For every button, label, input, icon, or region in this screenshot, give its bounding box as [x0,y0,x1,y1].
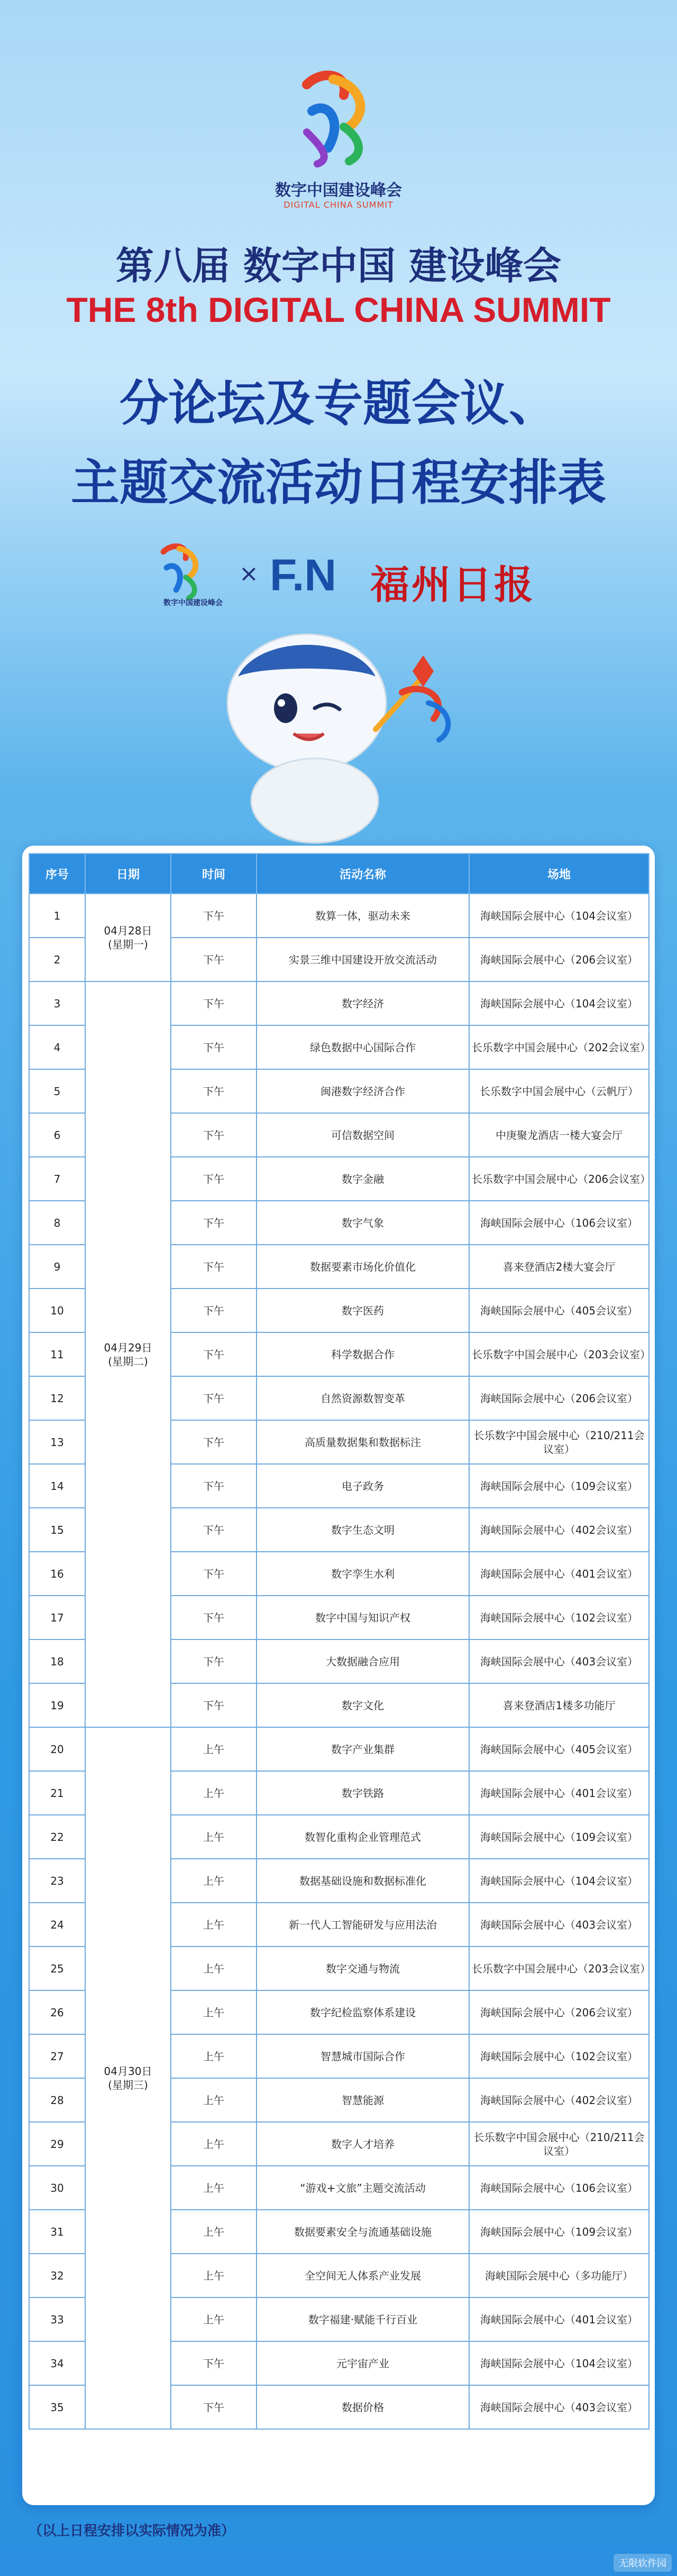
times-sign: × [239,560,259,587]
cell-venue: 长乐数字中国会展中心（云帆厅） [469,1069,649,1113]
cell-no: 14 [29,1464,85,1508]
partner-logo-text: 数字中国建设峰会 [163,599,223,607]
cell-time: 下午 [171,1376,257,1420]
cell-name: 数字经济 [257,981,469,1025]
cell-date [85,981,171,1727]
cell-no: 6 [29,1113,85,1157]
cell-time: 上午 [171,2034,257,2078]
cell-no: 17 [29,1596,85,1639]
summit-logo-icon [286,63,391,169]
cell-name: 数字纪检监察体系建设 [257,1990,469,2034]
cell-no: 4 [29,1025,85,1069]
cell-venue: 长乐数字中国会展中心（203会议室） [469,1332,649,1376]
cell-name: 数字人才培养 [257,2122,469,2166]
cell-time: 下午 [171,1245,257,1289]
cell-time: 下午 [171,1552,257,1596]
cell-time: 下午 [171,2341,257,2385]
cell-no: 32 [29,2254,85,2297]
mascot-icon [201,613,487,846]
cell-no: 12 [29,1376,85,1420]
cell-name: 数字福建·赋能千行百业 [257,2297,469,2341]
cell-no: 15 [29,1508,85,1552]
cell-no: 1 [29,894,85,938]
cell-no: 35 [29,2385,85,2429]
cell-name: 数字金融 [257,1157,469,1201]
cell-name: 数字中国与知识产权 [257,1596,469,1639]
cell-no: 20 [29,1727,85,1771]
weekday-text: (星期三) [108,2079,148,2091]
cell-name: 闽港数字经济合作 [257,1069,469,1113]
cell-venue: 海峡国际会展中心（403会议室） [469,1639,649,1683]
cell-name: 数字孪生水利 [257,1552,469,1596]
cell-time: 下午 [171,1420,257,1464]
cell-venue: 长乐数字中国会展中心（210/211会议室） [469,2122,649,2166]
header-time: 时间 [171,854,257,894]
subtitle-line-1: 分论坛及专题会议、 [119,375,557,432]
cell-time: 下午 [171,981,257,1025]
cell-no: 26 [29,1990,85,2034]
header-name: 活动名称 [257,854,469,894]
cell-name: 绿色数据中心国际合作 [257,1025,469,1069]
header-no: 序号 [29,854,85,894]
cell-no: 5 [29,1069,85,1113]
cell-no: 22 [29,1815,85,1859]
cell-time: 上午 [171,1990,257,2034]
cell-name: 数字交通与物流 [257,1947,469,1990]
cell-name: 新一代人工智能研发与应用法治 [257,1903,469,1947]
cell-no: 24 [29,1903,85,1947]
fuzhou-daily-logo: 福州日报 [370,562,535,608]
cell-time: 下午 [171,1508,257,1552]
cell-name: 数据价格 [257,2385,469,2429]
cell-venue: 海峡国际会展中心（402会议室） [469,1508,649,1552]
subtitle-line-2: 主题交流活动日程安排表 [70,455,606,511]
cell-no: 29 [29,2122,85,2166]
logo-text: 数字中国建设峰会 [275,181,402,200]
date-text: 04月29日 [104,1341,152,1354]
cell-name: 数字医药 [257,1289,469,1332]
cell-no: 27 [29,2034,85,2078]
cell-time: 下午 [171,1025,257,1069]
fn-logo: F.N [270,550,336,600]
cell-venue: 喜来登酒店2楼大宴会厅 [469,1245,649,1289]
cell-no: 25 [29,1947,85,1990]
cell-name: 可信数据空间 [257,1113,469,1157]
cell-no: 8 [29,1201,85,1245]
weekday-text: (星期二) [108,1355,148,1368]
title-chinese: 第八届 数字中国 建设峰会 [115,244,562,288]
cell-name: 数字铁路 [257,1771,469,1815]
schedule-card [22,846,655,2505]
cell-time: 下午 [171,1639,257,1683]
cell-venue: 喜来登酒店1楼多功能厅 [469,1683,649,1727]
cell-venue: 海峡国际会展中心（106会议室） [469,1201,649,1245]
cell-venue: 海峡国际会展中心（402会议室） [469,2078,649,2122]
cell-venue: 海峡国际会展中心（403会议室） [469,1903,649,1947]
cell-name: 高质量数据集和数据标注 [257,1420,469,1464]
cell-name: 科学数据合作 [257,1332,469,1376]
weekday-text: (星期一) [108,938,148,951]
cell-venue: 海峡国际会展中心（109会议室） [469,2210,649,2254]
cell-time: 下午 [171,1201,257,1245]
cell-name: 元宇宙产业 [257,2341,469,2385]
cell-no: 33 [29,2297,85,2341]
cell-name: 数据要素安全与流通基础设施 [257,2210,469,2254]
cell-name: 数字文化 [257,1683,469,1727]
table-header-row [29,854,649,894]
cell-time: 下午 [171,1683,257,1727]
cell-time: 上午 [171,1727,257,1771]
cell-name: 智慧城市国际合作 [257,2034,469,2078]
cell-no: 30 [29,2166,85,2210]
cell-venue: 海峡国际会展中心（102会议室） [469,1596,649,1639]
cell-time: 下午 [171,1069,257,1113]
cell-venue: 海峡国际会展中心（106会议室） [469,2166,649,2210]
cell-name: 数算一体，驱动未来 [257,894,469,938]
cell-venue: 海峡国际会展中心（104会议室） [469,1859,649,1903]
cell-no: 10 [29,1289,85,1332]
cell-no: 2 [29,938,85,981]
date-text: 04月28日 [104,924,152,937]
cell-name: 数据要素市场化价值化 [257,1245,469,1289]
cell-venue: 海峡国际会展中心（403会议室） [469,2385,649,2429]
cell-no: 13 [29,1420,85,1464]
cell-venue: 海峡国际会展中心（401会议室） [469,1771,649,1815]
cell-time: 上午 [171,2254,257,2297]
cell-time: 上午 [171,2078,257,2122]
cell-no: 3 [29,981,85,1025]
cell-venue: 长乐数字中国会展中心（206会议室） [469,1157,649,1201]
cell-no: 16 [29,1552,85,1596]
cell-name: 大数据融合应用 [257,1639,469,1683]
cell-venue: 长乐数字中国会展中心（203会议室） [469,1947,649,1990]
cell-no: 28 [29,2078,85,2122]
cell-no: 31 [29,2210,85,2254]
footer-note: （以上日程安排以实际情况为准） [29,2523,235,2539]
cell-time: 上午 [171,2297,257,2341]
cell-time: 上午 [171,2166,257,2210]
cell-name: 实景三维中国建设开放交流活动 [257,938,469,981]
cell-venue: 海峡国际会展中心（206会议室） [469,1376,649,1420]
table-row [29,894,649,938]
cell-venue: 长乐数字中国会展中心（210/211会议室） [469,1420,649,1464]
header-date: 日期 [85,854,171,894]
partner-logos [0,534,677,613]
cell-name: 电子政务 [257,1464,469,1508]
logo-subtext: DIGITAL CHINA SUMMIT [283,200,394,210]
cell-time: 上午 [171,1859,257,1903]
table-row [29,1727,649,1771]
cell-venue: 海峡国际会展中心（405会议室） [469,1727,649,1771]
cell-venue: 海峡国际会展中心（109会议室） [469,1464,649,1508]
cell-no: 7 [29,1157,85,1201]
cell-time: 下午 [171,2385,257,2429]
cell-name: 智慧能源 [257,2078,469,2122]
cell-name: “游戏+文旅”主题交流活动 [257,2166,469,2210]
cell-name: 数据基础设施和数据标准化 [257,1859,469,1903]
cell-time: 下午 [171,1157,257,1201]
cell-time: 下午 [171,1596,257,1639]
cell-venue: 海峡国际会展中心（401会议室） [469,1552,649,1596]
cell-no: 18 [29,1639,85,1683]
cell-venue: 中庚聚龙酒店一楼大宴会厅 [469,1113,649,1157]
cell-name: 数智化重构企业管理范式 [257,1815,469,1859]
summit-logo-small-icon [148,539,217,603]
table-row [29,981,649,1025]
cell-venue: 海峡国际会展中心（104会议室） [469,981,649,1025]
cell-time: 下午 [171,894,257,938]
cell-no: 11 [29,1332,85,1376]
cell-venue: 海峡国际会展中心（206会议室） [469,938,649,981]
watermark: 无限软件园 [614,2554,672,2572]
cell-time: 上午 [171,1771,257,1815]
date-text: 04月30日 [104,2065,152,2078]
cell-time: 上午 [171,1815,257,1859]
cell-name: 全空间无人体系产业发展 [257,2254,469,2297]
cell-time: 上午 [171,2210,257,2254]
cell-date [85,1727,171,2429]
cell-time: 上午 [171,1903,257,1947]
cell-time: 上午 [171,1947,257,1990]
cell-no: 21 [29,1771,85,1815]
cell-name: 数字气象 [257,1201,469,1245]
cell-time: 下午 [171,1332,257,1376]
cell-time: 下午 [171,1113,257,1157]
cell-venue: 海峡国际会展中心（多功能厅） [469,2254,649,2297]
cell-time: 下午 [171,938,257,981]
cell-name: 自然资源数智变革 [257,1376,469,1420]
cell-name: 数字产业集群 [257,1727,469,1771]
cell-time: 下午 [171,1464,257,1508]
cell-date [85,894,171,981]
cell-venue: 海峡国际会展中心（104会议室） [469,2341,649,2385]
cell-no: 23 [29,1859,85,1903]
schedule-table [29,853,649,2430]
cell-no: 34 [29,2341,85,2385]
title-english: THE 8th DIGITAL CHINA SUMMIT [66,290,611,329]
cell-no: 19 [29,1683,85,1727]
cell-venue: 海峡国际会展中心（102会议室） [469,2034,649,2078]
cell-time: 下午 [171,1289,257,1332]
cell-venue: 海峡国际会展中心（206会议室） [469,1990,649,2034]
cell-no: 9 [29,1245,85,1289]
cell-venue: 海峡国际会展中心（104会议室） [469,894,649,938]
cell-venue: 海峡国际会展中心（109会议室） [469,1815,649,1859]
cell-venue: 长乐数字中国会展中心（202会议室） [469,1025,649,1069]
cell-venue: 海峡国际会展中心（401会议室） [469,2297,649,2341]
cell-venue: 海峡国际会展中心（405会议室） [469,1289,649,1332]
header-venue: 场地 [469,854,649,894]
cell-name: 数字生态文明 [257,1508,469,1552]
hero-header [0,0,677,846]
cell-time: 上午 [171,2122,257,2166]
